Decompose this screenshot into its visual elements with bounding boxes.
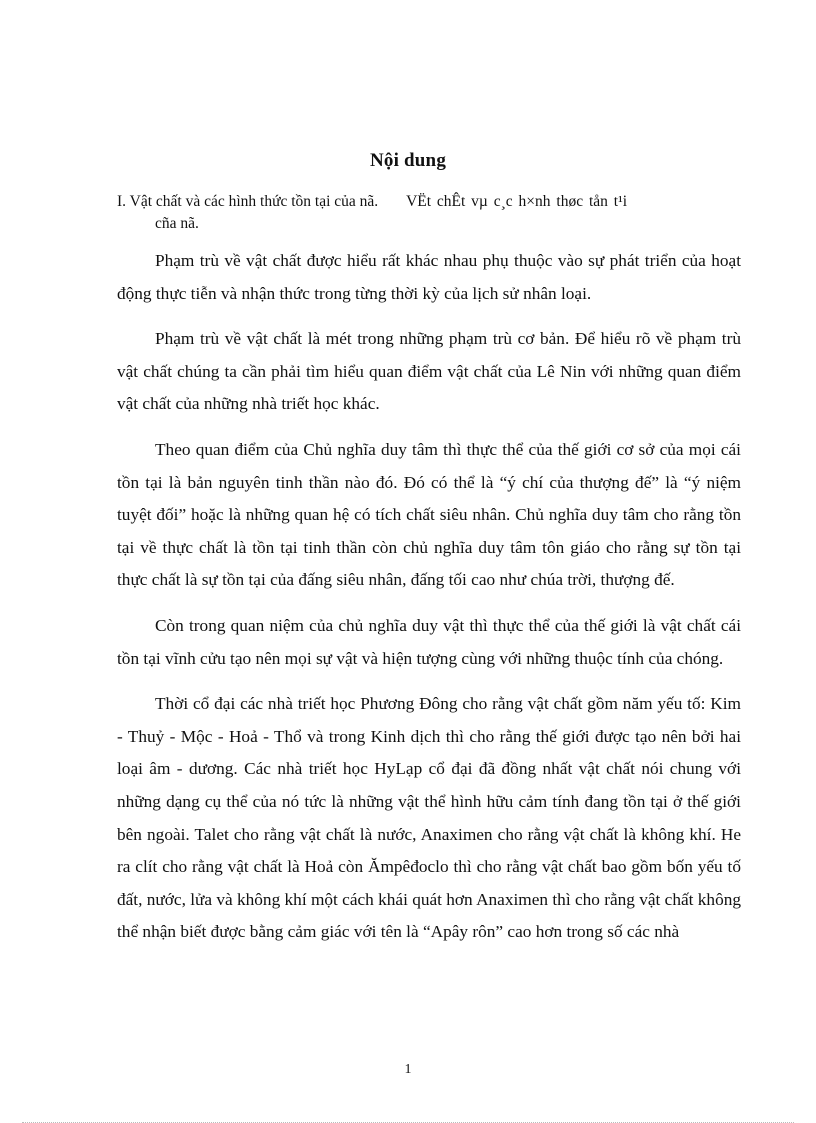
body-text xyxy=(117,245,741,962)
section-heading-garbled: VËt chÊt vµ c¸c h×nh thøc tån t¹i xyxy=(406,193,628,210)
paragraph: Thời cổ đại các nhà triết học Phương Đông cho rằng vật chất gồm năm yếu tố: Kim - Thuỷ - Mộc - Hoả - Thổ và trong Kinh dịch thì cho rằng thế giới được tạo nên bởi hai loại âm - dương. Các nhà triết học HyLạp cổ đại đã đồng nhất vật chất nói chung với những dạng cụ thể của nó tức là những vật thể hình hữu cảm tính đang tồn tại ở thế giới bên ngoài. Talet cho rằng vật chất là nước, Anaximen cho rằng vật chất là không khí. He ra clít cho rằng vật chất là Hoả còn Ămpêđoclo thì cho rằng vật chất bao gồm bốn yếu tố đất, nước, lửa và không khí một cách khái quát hơn Anaximen thì cho rằng vật chất không thể nhận biết được bằng cảm giác với tên là “Apây rôn” cao hơn trong số các nhà xyxy=(117,694,741,942)
section-heading-garbled-continuation: cña nã. xyxy=(155,215,199,232)
paragraph: Theo quan điểm của Chủ nghĩa duy tâm thì thực thể của thế giới cơ sở của mọi cái tồn tại là bản nguyên tinh thần nào đó. Đó có thể là “ý chí của thượng đế” là “ý niệm tuyệt đối” hoặc là những quan hệ có tích chất siêu nhân. Chủ nghĩa duy tâm cho rằng tồn tại về thực chất là tồn tại tinh thần còn chủ nghĩa duy tâm tôn giáo cho rằng sự tồn tại thực chất là sự tồn tại của đấng siêu nhân, đấng tối cao như chúa trời, thượng đế. xyxy=(117,439,741,590)
page-title: Nội dung xyxy=(369,150,447,171)
paragraph: Phạm trù về vật chất là mét trong những phạm trù cơ bản. Để hiểu rõ về phạm trù vật chất chúng ta cần phải tìm hiểu quan điểm vật chất của Lê Nin với những quan điểm vật chất của những nhà triết học khác. xyxy=(117,329,741,414)
paragraph: Phạm trù về vật chất được hiểu rất khác nhau phụ thuộc vào sự phát triển của hoạt động thực tiễn và nhận thức trong từng thời kỳ của lịch sử nhân loại. xyxy=(117,251,741,303)
paragraph: Còn trong quan niệm của chủ nghĩa duy vật thì thực thể của thế giới là vật chất cái tồn tại vĩnh cửu tạo nên mọi sự vật và hiện tượng cùng với những thuộc tính của chóng. xyxy=(117,615,741,668)
section-heading-text: I. Vật chất và các hình thức tồn tại của nã. xyxy=(117,193,379,210)
section-heading xyxy=(117,191,737,235)
page-number: 1 xyxy=(404,1062,412,1077)
